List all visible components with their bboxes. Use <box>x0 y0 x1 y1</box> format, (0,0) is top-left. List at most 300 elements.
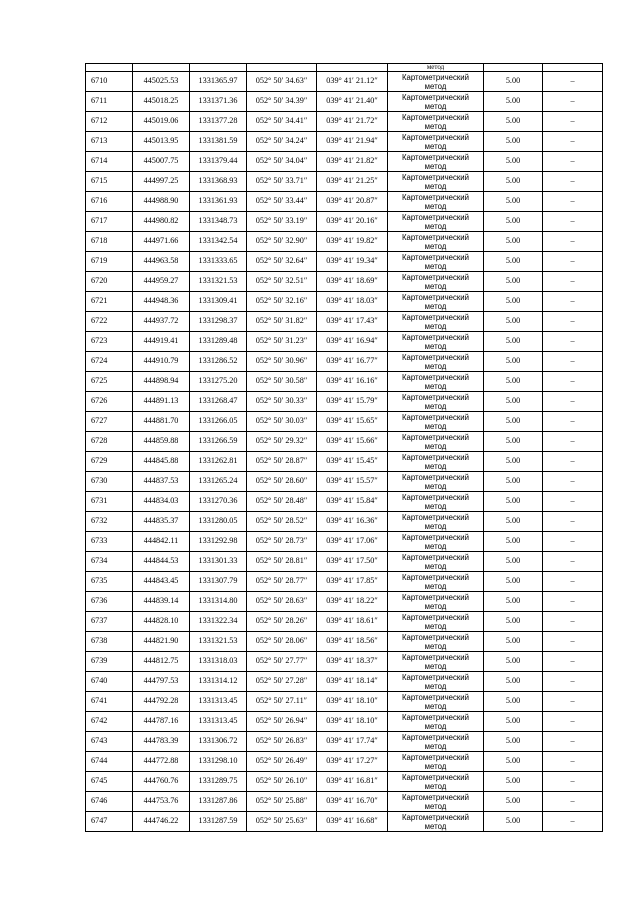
point-number-cell: 6713 <box>86 132 133 152</box>
method-line-2: метод <box>424 221 447 231</box>
y-coordinate-cell: 1331333.65 <box>190 252 247 272</box>
latitude-cell: 052° 50′ 34.39″ <box>247 92 317 112</box>
method-line-2: метод <box>424 521 447 531</box>
y-coordinate-cell: 1331321.53 <box>190 632 247 652</box>
method-line-2: метод <box>424 741 447 751</box>
x-coordinate-cell: 444844.53 <box>133 552 190 572</box>
y-coordinate-cell: 1331365.97 <box>190 72 247 92</box>
point-number-cell: 6736 <box>86 592 133 612</box>
method-line-1: Картометрический <box>402 572 469 582</box>
longitude-cell: 039° 41′ 18.03″ <box>317 292 388 312</box>
point-number-cell: 6733 <box>86 532 133 552</box>
table-row <box>86 612 603 632</box>
x-coordinate-cell: 445018.25 <box>133 92 190 112</box>
table-row <box>86 432 603 452</box>
accuracy-cell: 5.00 <box>484 592 543 612</box>
latitude-cell: 052° 50′ 30.03″ <box>247 412 317 432</box>
y-coordinate-cell: 1331298.37 <box>190 312 247 332</box>
description-cell: – <box>543 452 603 472</box>
y-coordinate-cell: 1331348.73 <box>190 212 247 232</box>
method-line-1: Картометрический <box>402 772 469 782</box>
accuracy-cell: 5.00 <box>484 772 543 792</box>
point-number-cell: 6741 <box>86 692 133 712</box>
method-line-1: Картометрический <box>402 752 469 762</box>
method-line-1: Картометрический <box>402 612 469 622</box>
x-coordinate-cell: 444980.82 <box>133 212 190 232</box>
x-coordinate-cell: 444837.53 <box>133 472 190 492</box>
table-row <box>86 352 603 372</box>
method-cell <box>388 592 484 612</box>
x-coordinate-cell: 444787.16 <box>133 712 190 732</box>
latitude-cell: 052° 50′ 29.32″ <box>247 432 317 452</box>
table-row <box>86 232 603 252</box>
y-coordinate-cell: 1331280.05 <box>190 512 247 532</box>
table-row <box>86 332 603 352</box>
point-number-cell: 6719 <box>86 252 133 272</box>
description-cell: – <box>543 612 603 632</box>
description-cell: – <box>543 212 603 232</box>
x-coordinate-cell: 444839.14 <box>133 592 190 612</box>
method-cell <box>388 452 484 472</box>
method-line-2: метод <box>424 401 447 411</box>
point-number-cell: 6731 <box>86 492 133 512</box>
description-cell: – <box>543 492 603 512</box>
longitude-cell: 039° 41′ 19.82″ <box>317 232 388 252</box>
description-cell: – <box>543 432 603 452</box>
method-line-1: Картометрический <box>402 372 469 382</box>
accuracy-cell: 5.00 <box>484 392 543 412</box>
table-row <box>86 812 603 832</box>
longitude-cell: 039° 41′ 17.74″ <box>317 732 388 752</box>
method-line-2: метод <box>424 421 447 431</box>
latitude-cell: 052° 50′ 33.71″ <box>247 172 317 192</box>
latitude-cell: 052° 50′ 28.48″ <box>247 492 317 512</box>
latitude-cell: 052° 50′ 28.81″ <box>247 552 317 572</box>
method-line-2: метод <box>424 181 447 191</box>
y-coordinate-cell: 1331266.59 <box>190 432 247 452</box>
accuracy-cell: 5.00 <box>484 472 543 492</box>
point-number-cell: 6745 <box>86 772 133 792</box>
accuracy-cell: 5.00 <box>484 672 543 692</box>
accuracy-cell: 5.00 <box>484 272 543 292</box>
point-number-cell: 6714 <box>86 152 133 172</box>
method-cell <box>388 152 484 172</box>
table-row <box>86 492 603 512</box>
x-coordinate-cell: 444971.66 <box>133 232 190 252</box>
method-cell <box>388 792 484 812</box>
longitude-cell: 039° 41′ 19.34″ <box>317 252 388 272</box>
accuracy-cell: 5.00 <box>484 552 543 572</box>
method-cell <box>388 512 484 532</box>
method-line-1: Картометрический <box>402 632 469 642</box>
x-coordinate-cell: 444843.45 <box>133 572 190 592</box>
method-line-1: Картометрический <box>402 152 469 162</box>
method-cell <box>388 392 484 412</box>
latitude-cell: 052° 50′ 28.73″ <box>247 532 317 552</box>
y-coordinate-cell: 1331298.10 <box>190 752 247 772</box>
y-coordinate-cell: 1331318.03 <box>190 652 247 672</box>
y-coordinate-cell: 1331287.59 <box>190 812 247 832</box>
point-number-cell: 6721 <box>86 292 133 312</box>
method-line-2: метод <box>424 801 447 811</box>
accuracy-cell: 5.00 <box>484 212 543 232</box>
x-coordinate-cell: 445013.95 <box>133 132 190 152</box>
description-cell: – <box>543 292 603 312</box>
point-number-cell: 6711 <box>86 92 133 112</box>
accuracy-cell: 5.00 <box>484 532 543 552</box>
longitude-cell: 039° 41′ 17.27″ <box>317 752 388 772</box>
table-row <box>86 472 603 492</box>
longitude-cell: 039° 41′ 15.65″ <box>317 412 388 432</box>
table-row <box>86 532 603 552</box>
method-line-2: метод <box>424 581 447 591</box>
longitude-cell: 039° 41′ 18.22″ <box>317 592 388 612</box>
longitude-cell: 039° 41′ 18.69″ <box>317 272 388 292</box>
y-coordinate-cell: 1331265.24 <box>190 472 247 492</box>
longitude-cell: 039° 41′ 21.12″ <box>317 72 388 92</box>
latitude-cell: 052° 50′ 25.88″ <box>247 792 317 812</box>
description-cell: – <box>543 652 603 672</box>
latitude-cell: 052° 50′ 25.63″ <box>247 812 317 832</box>
table-row-continued <box>86 64 603 72</box>
table-row <box>86 692 603 712</box>
table-row <box>86 412 603 432</box>
table-row <box>86 792 603 812</box>
accuracy-cell: 5.00 <box>484 172 543 192</box>
longitude-cell: 039° 41′ 21.94″ <box>317 132 388 152</box>
method-cell <box>388 772 484 792</box>
method-line-2: метод <box>424 361 447 371</box>
table-row <box>86 712 603 732</box>
x-coordinate-cell: 444753.76 <box>133 792 190 812</box>
latitude-cell: 052° 50′ 31.23″ <box>247 332 317 352</box>
longitude-cell: 039° 41′ 18.10″ <box>317 692 388 712</box>
method-line-1: Картометрический <box>402 272 469 282</box>
method-line-2: метод <box>424 681 447 691</box>
table-row <box>86 132 603 152</box>
latitude-cell: 052° 50′ 32.90″ <box>247 232 317 252</box>
method-line-1: Картометрический <box>402 212 469 222</box>
method-line-2: метод <box>424 261 447 271</box>
method-line-2: метод <box>424 441 447 451</box>
longitude-cell: 039° 41′ 20.87″ <box>317 192 388 212</box>
table-row <box>86 72 603 92</box>
table-row <box>86 572 603 592</box>
latitude-cell: 052° 50′ 28.63″ <box>247 592 317 612</box>
accuracy-cell: 5.00 <box>484 632 543 652</box>
table-row <box>86 112 603 132</box>
method-line-2: метод <box>424 561 447 571</box>
x-coordinate-cell: 444948.36 <box>133 292 190 312</box>
accuracy-cell: 5.00 <box>484 612 543 632</box>
point-number-cell: 6740 <box>86 672 133 692</box>
y-coordinate-cell: 1331361.93 <box>190 192 247 212</box>
method-line-1: Картометрический <box>402 532 469 542</box>
method-line-1: Картометрический <box>402 452 469 462</box>
method-line-2: метод <box>424 301 447 311</box>
latitude-cell: 052° 50′ 28.77″ <box>247 572 317 592</box>
x-coordinate-cell: 444910.79 <box>133 352 190 372</box>
description-cell: – <box>543 172 603 192</box>
point-number-cell: 6720 <box>86 272 133 292</box>
y-coordinate-cell: 1331314.80 <box>190 592 247 612</box>
latitude-cell: 052° 50′ 26.10″ <box>247 772 317 792</box>
point-number-cell: 6712 <box>86 112 133 132</box>
description-cell: – <box>543 672 603 692</box>
latitude-cell: 052° 50′ 26.83″ <box>247 732 317 752</box>
method-cell <box>388 112 484 132</box>
description-cell: – <box>543 532 603 552</box>
accuracy-cell: 5.00 <box>484 412 543 432</box>
latitude-cell: 052° 50′ 30.33″ <box>247 392 317 412</box>
longitude-cell: 039° 41′ 16.16″ <box>317 372 388 392</box>
x-coordinate-cell: 444835.37 <box>133 512 190 532</box>
description-cell: – <box>543 312 603 332</box>
point-number-cell: 6723 <box>86 332 133 352</box>
method-line-1: Картометрический <box>402 672 469 682</box>
latitude-cell: 052° 50′ 28.06″ <box>247 632 317 652</box>
longitude-cell: 039° 41′ 21.40″ <box>317 92 388 112</box>
method-cell <box>388 572 484 592</box>
point-number-cell: 6710 <box>86 72 133 92</box>
accuracy-cell: 5.00 <box>484 572 543 592</box>
method-line-1: Картометрический <box>402 712 469 722</box>
longitude-cell: 039° 41′ 16.68″ <box>317 812 388 832</box>
method-line-2: метод <box>424 381 447 391</box>
method-line-1: Картометрический <box>402 72 469 82</box>
accuracy-cell: 5.00 <box>484 752 543 772</box>
method-cell <box>388 212 484 232</box>
description-cell: – <box>543 812 603 832</box>
accuracy-cell: 5.00 <box>484 72 543 92</box>
table-row <box>86 652 603 672</box>
x-coordinate-cell: 445025.53 <box>133 72 190 92</box>
description-cell: – <box>543 412 603 432</box>
point-number-cell: 6739 <box>86 652 133 672</box>
y-coordinate-cell: 1331368.93 <box>190 172 247 192</box>
description-cell: – <box>543 512 603 532</box>
accuracy-cell: 5.00 <box>484 112 543 132</box>
y-coordinate-cell: 1331309.41 <box>190 292 247 312</box>
method-cell <box>388 372 484 392</box>
method-line-2: метод <box>424 761 447 771</box>
description-cell: – <box>543 192 603 212</box>
point-number-cell: 6718 <box>86 232 133 252</box>
method-cell-continued: метод <box>388 64 484 72</box>
accuracy-cell: 5.00 <box>484 492 543 512</box>
method-cell <box>388 272 484 292</box>
x-coordinate-cell: 444842.11 <box>133 532 190 552</box>
table-row <box>86 372 603 392</box>
description-cell: – <box>543 392 603 412</box>
method-line-2: метод <box>424 161 447 171</box>
method-cell <box>388 732 484 752</box>
method-cell <box>388 252 484 272</box>
y-coordinate-cell: 1331262.81 <box>190 452 247 472</box>
y-coordinate-cell: 1331301.33 <box>190 552 247 572</box>
x-coordinate-cell: 444797.53 <box>133 672 190 692</box>
longitude-cell: 039° 41′ 17.50″ <box>317 552 388 572</box>
description-cell: – <box>543 472 603 492</box>
method-line-2: метод <box>424 821 447 831</box>
x-coordinate-cell: 444881.70 <box>133 412 190 432</box>
longitude-cell: 039° 41′ 17.06″ <box>317 532 388 552</box>
description-cell: – <box>543 132 603 152</box>
point-number-cell: 6725 <box>86 372 133 392</box>
x-coordinate-cell: 444898.94 <box>133 372 190 392</box>
latitude-cell: 052° 50′ 34.41″ <box>247 112 317 132</box>
point-number-cell: 6744 <box>86 752 133 772</box>
table-row <box>86 152 603 172</box>
point-number-cell: 6728 <box>86 432 133 452</box>
description-cell: – <box>543 592 603 612</box>
accuracy-cell: 5.00 <box>484 732 543 752</box>
method-line-1: Картометрический <box>402 112 469 122</box>
latitude-cell: 052° 50′ 27.28″ <box>247 672 317 692</box>
accuracy-cell: 5.00 <box>484 692 543 712</box>
method-line-1: Картометрический <box>402 652 469 662</box>
description-cell: – <box>543 152 603 172</box>
description-cell: – <box>543 692 603 712</box>
method-line-2: метод <box>424 481 447 491</box>
y-coordinate-cell: 1331314.12 <box>190 672 247 692</box>
method-cell <box>388 692 484 712</box>
latitude-cell: 052° 50′ 28.52″ <box>247 512 317 532</box>
point-number-cell: 6732 <box>86 512 133 532</box>
table-row <box>86 772 603 792</box>
method-line-2: метод <box>424 621 447 631</box>
method-cell <box>388 672 484 692</box>
method-line-2: метод <box>424 781 447 791</box>
longitude-cell: 039° 41′ 15.84″ <box>317 492 388 512</box>
x-coordinate-cell: 444845.88 <box>133 452 190 472</box>
table-row <box>86 552 603 572</box>
description-cell: – <box>543 252 603 272</box>
latitude-cell: 052° 50′ 32.16″ <box>247 292 317 312</box>
longitude-cell: 039° 41′ 18.56″ <box>317 632 388 652</box>
method-cell <box>388 292 484 312</box>
y-coordinate-cell: 1331381.59 <box>190 132 247 152</box>
longitude-cell: 039° 41′ 16.94″ <box>317 332 388 352</box>
method-line-1: Картометрический <box>402 132 469 142</box>
accuracy-cell: 5.00 <box>484 432 543 452</box>
latitude-cell: 052° 50′ 28.26″ <box>247 612 317 632</box>
description-cell: – <box>543 552 603 572</box>
latitude-cell: 052° 50′ 34.63″ <box>247 72 317 92</box>
method-line-1: Картометрический <box>402 592 469 602</box>
method-cell <box>388 492 484 512</box>
y-coordinate-cell: 1331292.98 <box>190 532 247 552</box>
accuracy-cell: 5.00 <box>484 152 543 172</box>
description-cell: – <box>543 372 603 392</box>
x-coordinate-cell: 444783.39 <box>133 732 190 752</box>
method-cell <box>388 752 484 772</box>
latitude-cell: 052° 50′ 32.51″ <box>247 272 317 292</box>
latitude-cell: 052° 50′ 32.64″ <box>247 252 317 272</box>
x-coordinate-cell: 444963.58 <box>133 252 190 272</box>
x-coordinate-cell: 444760.76 <box>133 772 190 792</box>
latitude-cell: 052° 50′ 28.60″ <box>247 472 317 492</box>
method-cell <box>388 412 484 432</box>
method-line-1: Картометрический <box>402 392 469 402</box>
method-line-2: метод <box>424 701 447 711</box>
longitude-cell: 039° 41′ 20.16″ <box>317 212 388 232</box>
x-coordinate-cell: 444997.25 <box>133 172 190 192</box>
accuracy-cell: 5.00 <box>484 452 543 472</box>
longitude-cell: 039° 41′ 21.25″ <box>317 172 388 192</box>
accuracy-cell: 5.00 <box>484 372 543 392</box>
method-line-1: Картометрический <box>402 732 469 742</box>
x-coordinate-cell: 445007.75 <box>133 152 190 172</box>
longitude-cell: 039° 41′ 15.45″ <box>317 452 388 472</box>
method-cell <box>388 92 484 112</box>
method-cell <box>388 472 484 492</box>
method-line-2: метод <box>424 461 447 471</box>
y-coordinate-cell: 1331289.75 <box>190 772 247 792</box>
method-line-1: Картометрический <box>402 812 469 822</box>
table-row <box>86 512 603 532</box>
table-row <box>86 292 603 312</box>
longitude-cell: 039° 41′ 15.79″ <box>317 392 388 412</box>
description-cell: – <box>543 772 603 792</box>
method-cell <box>388 172 484 192</box>
x-coordinate-cell: 444746.22 <box>133 812 190 832</box>
point-number-cell: 6715 <box>86 172 133 192</box>
method-line-2: метод <box>424 241 447 251</box>
x-coordinate-cell: 444959.27 <box>133 272 190 292</box>
point-number-cell: 6724 <box>86 352 133 372</box>
method-line-2: метод <box>424 321 447 331</box>
y-coordinate-cell: 1331275.20 <box>190 372 247 392</box>
method-line-1: Картометрический <box>402 192 469 202</box>
method-cell <box>388 352 484 372</box>
table-row <box>86 272 603 292</box>
method-line-1: Картометрический <box>402 792 469 802</box>
method-cell <box>388 332 484 352</box>
table-row <box>86 752 603 772</box>
method-line-1: Картометрический <box>402 692 469 702</box>
method-cell <box>388 632 484 652</box>
longitude-cell: 039° 41′ 17.85″ <box>317 572 388 592</box>
point-number-cell: 6717 <box>86 212 133 232</box>
longitude-cell: 039° 41′ 16.77″ <box>317 352 388 372</box>
point-number-cell: 6716 <box>86 192 133 212</box>
method-line-1: Картометрический <box>402 412 469 422</box>
table-row <box>86 192 603 212</box>
method-cell <box>388 192 484 212</box>
table-body <box>86 64 603 832</box>
y-coordinate-cell: 1331379.44 <box>190 152 247 172</box>
x-coordinate-cell: 444828.10 <box>133 612 190 632</box>
longitude-cell: 039° 41′ 21.82″ <box>317 152 388 172</box>
method-line-1: Картометрический <box>402 232 469 242</box>
y-coordinate-cell: 1331266.05 <box>190 412 247 432</box>
longitude-cell: 039° 41′ 18.37″ <box>317 652 388 672</box>
method-line-2: метод <box>424 101 447 111</box>
table-row <box>86 732 603 752</box>
latitude-cell: 052° 50′ 34.04″ <box>247 152 317 172</box>
longitude-cell: 039° 41′ 16.36″ <box>317 512 388 532</box>
method-line-2: метод <box>424 541 447 551</box>
table-row <box>86 172 603 192</box>
longitude-cell: 039° 41′ 18.14″ <box>317 672 388 692</box>
longitude-cell: 039° 41′ 15.66″ <box>317 432 388 452</box>
x-coordinate-cell: 444772.88 <box>133 752 190 772</box>
method-cell <box>388 532 484 552</box>
x-coordinate-cell: 444891.13 <box>133 392 190 412</box>
table-row <box>86 592 603 612</box>
description-cell: – <box>543 712 603 732</box>
